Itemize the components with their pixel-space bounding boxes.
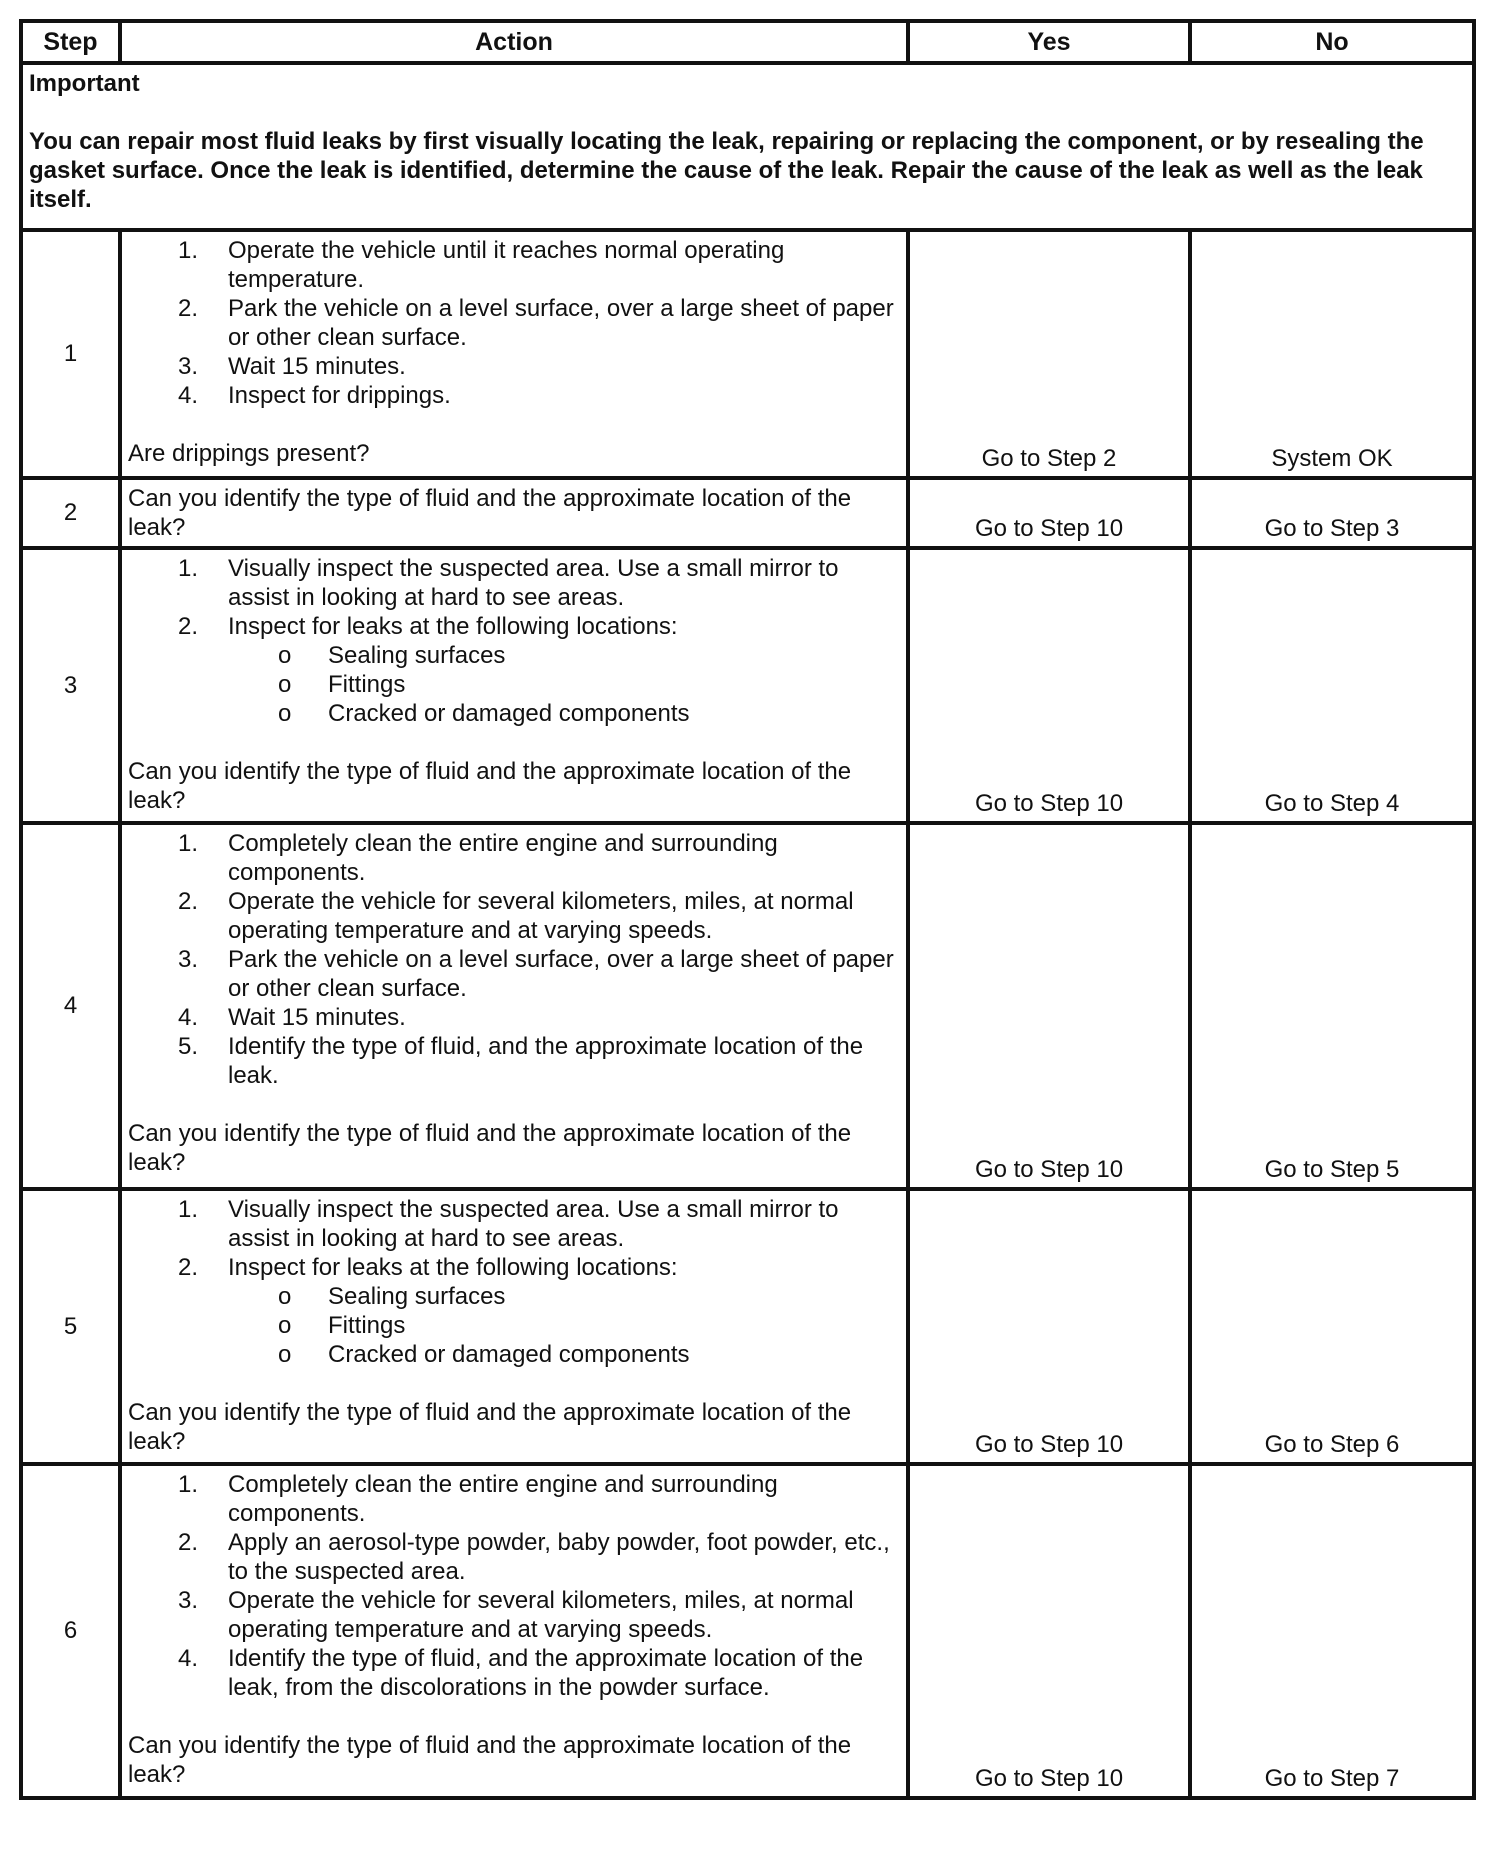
important-title: Important [29,70,140,97]
question: Can you identify the type of fluid and the approximate location of the leak? [128,1399,852,1455]
table-row [21,1189,1474,1464]
list-item [128,612,898,728]
step-number: 6 [21,1464,120,1798]
sub-list-item [228,670,898,699]
item-text: Inspect for leaks at the following locations: [228,613,678,640]
question: Can you identify the type of fluid and the approximate location of the leak? [128,485,852,541]
no-result: Go to Step 4 [1190,548,1474,823]
list-item [128,554,898,612]
sub-list-item [228,1340,898,1369]
item-text: Inspect for drippings. [228,382,451,409]
item-text: Park the vehicle on a level surface, over a large sheet of paper or other clean surface. [228,295,894,351]
sub-list-item [228,641,898,670]
list-item [128,352,898,381]
list-item [128,829,898,887]
no-result: Go to Step 6 [1190,1189,1474,1464]
action-list [128,236,898,410]
bullet: o [278,1341,292,1368]
no-result: Go to Step 3 [1190,478,1474,548]
action-cell [120,230,908,478]
question: Can you identify the type of fluid and the approximate location of the leak? [128,758,852,814]
sub-item-text: Cracked or damaged components [328,700,690,727]
no-result: System OK [1190,230,1474,478]
action-list [128,829,898,1090]
table-row [21,1464,1474,1798]
header-step: Step [21,21,120,63]
list-item [128,294,898,352]
action-list [128,554,898,728]
action-cell [120,478,908,548]
item-text: Visually inspect the suspected area. Use a small mirror to assist in looking at hard to see areas. [228,555,839,611]
item-number: 1. [178,555,199,582]
question: Can you identify the type of fluid and the approximate location of the leak? [128,1732,852,1788]
item-number: 2. [178,888,199,915]
item-number: 4. [178,1004,199,1031]
sub-list [228,1282,898,1369]
item-number: 2. [178,1254,199,1281]
bullet: o [278,642,292,669]
list-item [128,1253,898,1369]
list-item [128,236,898,294]
action-cell [120,1189,908,1464]
item-text: Operate the vehicle until it reaches normal operating temperature. [228,237,785,293]
yes-result: Go to Step 10 [908,478,1190,548]
important-row [21,63,1474,230]
table-row [21,823,1474,1189]
action-list [128,1195,898,1369]
action-cell [120,823,908,1189]
item-text: Visually inspect the suspected area. Use a small mirror to assist in looking at hard to see areas. [228,1196,839,1252]
list-item [128,1003,898,1032]
item-number: 4. [178,382,199,409]
item-text: Apply an aerosol-type powder, baby powder, foot powder, etc., to the suspected area. [228,1529,890,1585]
yes-result: Go to Step 10 [908,548,1190,823]
item-number: 3. [178,353,199,380]
list-item [128,1644,898,1702]
step-number: 5 [21,1189,120,1464]
list-item [128,945,898,1003]
yes-result: Go to Step 10 [908,823,1190,1189]
sub-item-text: Fittings [328,671,406,698]
header-yes: Yes [908,21,1190,63]
bullet: o [278,671,292,698]
item-text: Operate the vehicle for several kilometers, miles, at normal operating temperature and at varying speeds. [228,888,854,944]
item-text: Wait 15 minutes. [228,1004,406,1031]
important-cell [21,63,1474,230]
question: Are drippings present? [128,440,370,467]
yes-result: Go to Step 2 [908,230,1190,478]
item-number: 2. [178,1529,199,1556]
item-number: 1. [178,1471,199,1498]
header-no: No [1190,21,1474,63]
item-number: 1. [178,237,199,264]
item-number: 5. [178,1033,199,1060]
diagnostic-table [19,19,1476,1800]
list-item [128,1528,898,1586]
yes-result: Go to Step 10 [908,1189,1190,1464]
step-number: 4 [21,823,120,1189]
step-number: 1 [21,230,120,478]
no-result: Go to Step 7 [1190,1464,1474,1798]
item-number: 3. [178,1587,199,1614]
item-number: 1. [178,1196,199,1223]
item-text: Operate the vehicle for several kilometers, miles, at normal operating temperature and at varying speeds. [228,1587,854,1643]
table-row [21,230,1474,478]
item-text: Completely clean the entire engine and surrounding components. [228,1471,778,1527]
sub-list [228,641,898,728]
item-number: 4. [178,1645,199,1672]
bullet: o [278,700,292,727]
sub-list-item [228,1282,898,1311]
no-result: Go to Step 5 [1190,823,1474,1189]
important-text: You can repair most fluid leaks by first visually locating the leak, repairing or replacing the component, or by resealing the gasket surface. Once the leak is identified, determine the cause of the leak. Repair the cause of the leak as well as the leak itself. [29,128,1424,213]
action-cell [120,1464,908,1798]
item-number: 1. [178,830,199,857]
action-cell [120,548,908,823]
sub-item-text: Fittings [328,1312,406,1339]
bullet: o [278,1283,292,1310]
header-row [21,21,1474,63]
table-row [21,548,1474,823]
item-number: 2. [178,295,199,322]
list-item [128,1032,898,1090]
list-item [128,1195,898,1253]
list-item [128,1586,898,1644]
header-action: Action [120,21,908,63]
item-number: 2. [178,613,199,640]
action-list [128,1470,898,1702]
sub-item-text: Sealing surfaces [328,1283,506,1310]
item-text: Completely clean the entire engine and surrounding components. [228,830,778,886]
sub-item-text: Sealing surfaces [328,642,506,669]
list-item [128,887,898,945]
item-text: Identify the type of fluid, and the approximate location of the leak, from the discolorations in the powder surface. [228,1645,864,1701]
item-text: Identify the type of fluid, and the approximate location of the leak. [228,1033,864,1089]
item-text: Park the vehicle on a level surface, over a large sheet of paper or other clean surface. [228,946,894,1002]
sub-list-item [228,1311,898,1340]
sub-list-item [228,699,898,728]
list-item [128,1470,898,1528]
item-text: Wait 15 minutes. [228,353,406,380]
question: Can you identify the type of fluid and the approximate location of the leak? [128,1120,852,1176]
step-number: 3 [21,548,120,823]
step-number: 2 [21,478,120,548]
item-text: Inspect for leaks at the following locations: [228,1254,678,1281]
item-number: 3. [178,946,199,973]
sub-item-text: Cracked or damaged components [328,1341,690,1368]
yes-result: Go to Step 10 [908,1464,1190,1798]
bullet: o [278,1312,292,1339]
table-row [21,478,1474,548]
list-item [128,381,898,410]
